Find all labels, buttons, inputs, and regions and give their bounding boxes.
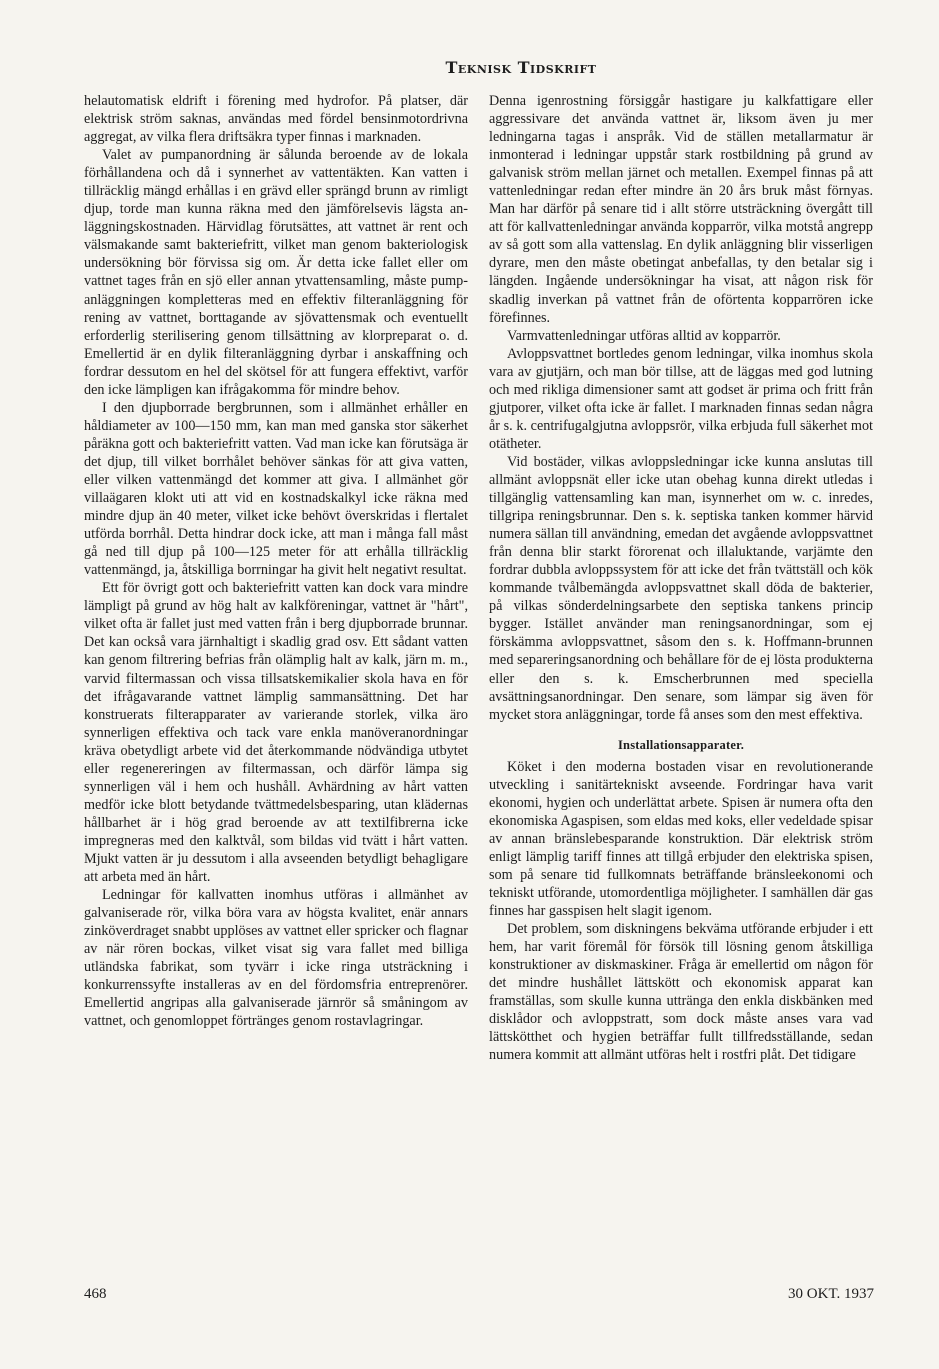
- paragraph: Ledningar för kallvatten inomhus utföras i allmänhet av galvaniserade rör, vilka böra vara av högsta kvalitet, enär annars zinköverdraget snabbt upplöses av vattnet eller spricker och flagnar av när rören bockas, vilket visat sig vara fallet med billiga utländska fabrikat, som tyvärr i icke ringa utsträckning i konkurrenssyfte installeras av en del fördomsfria entreprenörer. Emellertid angripas alla galvaniserade järnrör så småningom av vattnet, och genomloppet förtränges genom rostavlagringar.: [84, 887, 468, 1030]
- left-column: [84, 92, 468, 1030]
- section-heading: Installationsapparater.: [617, 737, 745, 752]
- paragraph: Valet av pumpanordning är sålunda beroende av de lokala förhållandena och då i synnerhet av vattentäkten. Kan vatten i tillräcklig mängd erhållas i en grävd eller sprängd brunn av rimligt djup, torde man kunna räkna med den jämförelsevis lägsta anläggningskostnaden. Härvidlag förutsättes, att vattnet är rent och välsmakande samt bakteriefritt, vilket man genom bakteriologisk undersökning bör förvissa sig om. Är detta icke fallet eller om vattnet tages från en sjö eller annan ytvattensamling, måste pumpanläggningen kompletteras med en effektiv filteranläggning för rening av vattnet, borttagande av sjövattensmak och eventuellt erforderlig sterilisering genom tillsättning av klorpreparat o. d. Emellertid är en dylik filteranläggning dyrbar i anskaffning och fordrar dessutom en hel del skötsel för att fungera effektivt, varför den icke lämpligen kan ifrågakomma för mindre behov.: [84, 147, 468, 398]
- paragraph: Det problem, som diskningens bekväma utförande erbjuder i ett hem, har varit föremål för försök till lösning genom åtskilliga konstruktioner av diskmaskiner. Fråga är emellertid om någon för det mindre hushållet lättskött och ekonomisk apparat kan framställas, som skulle kunna uttränga den enkla diskbänken med disklådor och avloppstratt, som dock måste anses vara vad lättskötthet och hygien beträffar fullt tillfredsställande, sedan numera kommit att allmänt utföras helt i rostfri plåt. Det tidigare: [489, 921, 873, 1064]
- paragraph: Varmvattenledningar utföras alltid av kopparrör.: [507, 327, 781, 344]
- journal-masthead: Teknisk Tidskrift: [445, 58, 597, 77]
- paragraph: Ett för övrigt gott och bakteriefritt vatten kan dock vara mindre lämpligt på grund av hög halt av kalkföreningar, vattnet är "hårt", vilket ofta är fallet just med vatten från i berg djupborrade brunnar. Det kan också vara järnhaltigt i skadlig grad osv. Ett sådant vatten kan genom filtrering befrias från olämplig halt av kalk, järn m. m., varvid filtermassan och vissa tillsatskemikalier skola hava en för det ifrågavarande vattnet lämplig sammansättning. Det har konstruerats filterapparater av varierande storlek, vilka äro synnerligen effektiva och tack vare enkla manöveranordningar kräva obetydligt arbete vid det återkommande nödvändiga utbytet eller regenereringen av filtermassan, och därför lämpa sig synnerligen väl i hem och hushåll. Avhärdning av hårt vatten medför icke blott betydande tvättmedelsbesparing, utan klädernas hållbarhet är i hög grad beroende av att textilfibrerna icke impregneras med den kalktvål, som bildas vid tvätt i hårt vatten. Mjukt vatten är ju dessutom i alla avseenden betydligt behagligare att arbeta med än hårt.: [84, 580, 468, 886]
- running-header: [82, 58, 870, 88]
- paragraph: Köket i den moderna bostaden visar en revolutionerande utveckling i sanitärtekniskt avseende. Fordringar hava varit ekonomi, hygien och underlättat arbete. Spisen är numera ofta den ekonomiska Agaspisen, som eldas med koks, eller vedeldade spisar av annan bränslebesparande konstruktion. Där elektrisk ström enligt lämplig tariff finnes att tillgå erbjuder den elektriska spisen, som på senare tid fullkomnats beträffande bränsleekonomi och tekniskt utförande, utomordentliga möjligheter. I samhällen där gas finnes har gasspisen helt slagit igenom.: [489, 758, 873, 920]
- paragraph: I den djupborrade bergbrunnen, som i allmänhet erhåller en håldiameter av 100—150 mm, kan man med ganska stor säkerhet påräkna gott och bakteriefritt vatten. Vad man icke kan förutsäga är det djup, till vilket borrhålet behöver sänkas för att giva vatten, eller vilken vattenmängd det kommer att giva. I allmänhet gör villaägaren klokt uti att vid en kostnadskalkyl icke räkna med mindre djup än 40 meter, vilket icke behövt överskridas i flertalet utförda borrhål. Detta hindrar dock icke, att man i många fall måst gå ned till djup på 100—125 meter för att erhålla tillräcklig vattenmängd, ja, åtskilliga borrningar ha givit helt negativt resultat.: [84, 399, 468, 579]
- page-number: 468: [84, 1286, 107, 1302]
- right-column: [489, 92, 873, 1064]
- issue-date: 30 OKT. 1937: [788, 1286, 874, 1302]
- paragraph: helautomatisk eldrift i förening med hydrofor. På platser, där elektrisk ström saknas, användas med fördel bensinmotordrivna aggregat, av vilka flera driftsäkra typer finnas i marknaden.: [84, 93, 468, 146]
- paragraph: Denna igenrostning försiggår hastigare ju kalkfattigare eller aggressivare det använda vattnet är, liksom även ju mer ledningarna tagas i anspråk. Vid de ställen metallarmatur är inmonterad i ledningar uppstår stark rostbildning på grund av galvanisk ström mellan järnet och metallen. Exempel finnas på att vattenledningar redan efter mindre än 20 års bruk måst förnyas. Man har därför på senare tid i allt större utsträckning övergått till att för kallvattenledningar använda kopparrör, vilka motstå angrepp av så gott som alla vattenslag. En dylik anläggning blir visserligen dyrare, men den måste obetingat anbefallas, ty den betalar sig i längden. Ingående undersökningar ha visat, att någon risk för skadlig inverkan på vattnet från de oförtenta kopparrören icke förefinnes.: [489, 93, 873, 326]
- paragraph: Vid bostäder, vilkas avloppsledningar icke kunna anslutas till allmänt avloppsnät eller icke utan obehag kunna direkt utledas i tillgänglig vattensamling kan man, isynnerhet om w. c. inredes, tillgripa reningsbrunnar. Den s. k. septiska tanken kommer härvid numera sällan till användning, emedan det avgående avloppsvattnet från denna blir starkt förorenat och illaluktande, varjämte den fordrar dubbla avloppssystem för att icke det från tvättställ och kök kommande tvålbemängda avloppsvattnet skall döda de bakterier, på vilkas sönderdelningsarbete den septiska tankens princip bygger. Istället använder man reningsanordningar, som ej förskämma avloppsvattnet, såsom den s. k. Hoffmann-brunnen med separeringsanordning och behållare för de ej lösta produkterna eller den s. k. Emscherbrunnen med speciella avsättningsanordningar. Den senare, som lämpar sig även för mycket stora anläggningar, torde få anses som den mest effektiva.: [489, 453, 873, 723]
- page-footer: [84, 1286, 874, 1308]
- paragraph: Avloppsvattnet bortledes genom ledningar, vilka inomhus skola vara av gjutjärn, och man bör tillse, att de läggas med god lutning och med rikliga dimensioner samt att godset är prima och fritt från gjutporer, vilket ofta icke är fallet. I marknaden finnas sedan några år s. k. centrifugalgjutna avloppsrör, vilka erbjuda full säkerhet mot otätheter.: [489, 345, 873, 452]
